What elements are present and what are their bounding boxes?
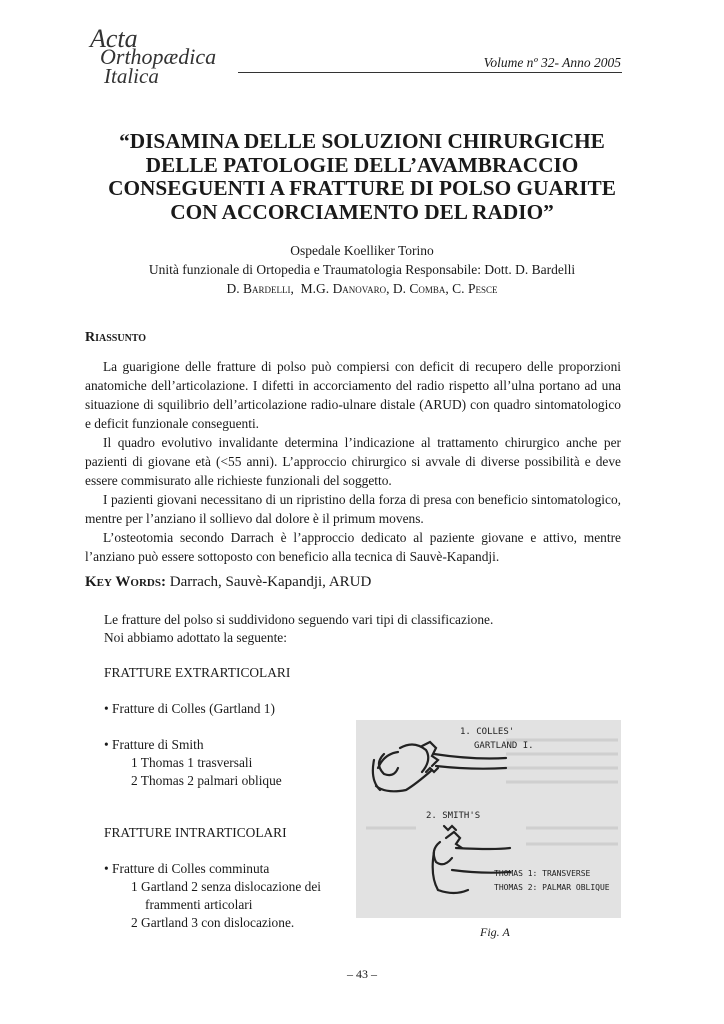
author-initial: D. [226, 281, 244, 296]
affiliation [70, 241, 654, 298]
abstract-body [85, 357, 621, 566]
list-item-colles-comminuted: • Fratture di Colles comminuta [104, 861, 270, 876]
author-initial: M.G. [300, 281, 333, 296]
abstract-paragraph: L’osteotomia secondo Darrach è l’approccio dedicato al paziente giovane e attivo, mentre l’anziano può essere sottoposto con beneficio alla tecnica di Sauvè-Kapandji. [85, 530, 621, 564]
header-rule [238, 72, 622, 73]
intra-articular-heading: FRATTURE INTRARTICOLARI [104, 825, 287, 840]
body-intro-line: Noi abbiamo adottato la seguente: [104, 630, 287, 645]
fracture-figure [356, 720, 621, 918]
author-list [70, 279, 654, 298]
figure-caption: Fig. A [480, 925, 510, 939]
list-item-smith: • Fratture di Smith [104, 737, 204, 752]
list-item-colles: • Fratture di Colles (Gartland 1) [104, 701, 275, 716]
logo-line-acta: Acta [90, 24, 138, 53]
figure-label: 1. COLLES' [460, 727, 515, 737]
author-name: Danovaro [332, 281, 387, 296]
author-sep: , [445, 281, 453, 296]
author-initial: D. [392, 281, 410, 296]
list-subitem: 2 Thomas 2 palmari oblique [131, 773, 282, 788]
figure-label: THOMAS 1: TRANSVERSE [494, 869, 591, 878]
list-subitem: 1 Thomas 1 trasversali [131, 755, 253, 770]
figure-label: THOMAS 2: PALMAR OBLIQUE [494, 883, 610, 892]
journal-logo [86, 24, 236, 88]
author-sep: , [386, 281, 393, 296]
author-name: Bardelli [243, 281, 291, 296]
title-line: CONSEGUENTI A FRATTURE DI POLSO GUARITE [108, 176, 616, 200]
keywords-label: Key Words: [85, 574, 166, 590]
extra-articular-heading: FRATTURE EXTRARTICOLARI [104, 665, 291, 680]
abstract-heading: Riassunto [85, 330, 147, 345]
body-intro-line: Le fratture del polso si suddividono seguendo vari tipi di classificazione. [104, 612, 494, 627]
list-subitem: 1 Gartland 2 senza dislocazione dei [131, 879, 321, 894]
affiliation-unit: Unità funzionale di Ortopedia e Traumatologia Responsabile: Dott. D. Bardelli [148, 262, 576, 277]
keywords-value: Darrach, Sauvè-Kapandji, ARUD [165, 574, 372, 590]
article-title [70, 130, 654, 224]
figure-label: 2. SMITH'S [426, 811, 481, 821]
title-line: CON ACCORCIAMENTO DEL RADIO” [170, 199, 554, 224]
volume-label: Volume nº 32- Anno 2005 [483, 55, 621, 70]
author-sep: , [290, 281, 301, 296]
author-name: Pesce [467, 281, 498, 296]
author-name: Comba [409, 281, 446, 296]
list-subitem: 2 Gartland 3 con dislocazione. [131, 915, 295, 930]
author-initial: C. [452, 281, 468, 296]
logo-line-orthopaedica: Orthopædica [100, 44, 217, 69]
abstract-paragraph: Il quadro evolutivo invalidante determina l’indicazione al trattamento chirurgico anche per pazienti di giovane età (<55 anni). L’approccio chirurgico si avvale di diverse possibilità e deve essere commisurato alle richieste funzionali del soggetto. [85, 435, 621, 488]
abstract-paragraph: I pazienti giovani necessitano di un ripristino della forza di presa con beneficio sintomatologico, mentre per l’anziano il sollievo dal dolore è il primum movens. [85, 492, 621, 526]
abstract-paragraph: La guarigione delle fratture di polso può compiersi con deficit di recupero delle proporzioni anatomiche dell’articolazione. I difetti in accorciamento del radio rispetto all’ulna portano ad una situazione di squilibrio dell’articolazione radio-ulnare distale (ARUD) con quadro sintomatologico e deficit funzionale conseguenti. [85, 359, 621, 431]
keywords [85, 574, 371, 591]
logo-line-italica: Italica [104, 64, 159, 88]
page-number: – 43 – [347, 967, 377, 981]
figure-label: GARTLAND I. [474, 741, 534, 751]
fracture-illustration [356, 720, 621, 918]
title-line: “DISAMINA DELLE SOLUZIONI CHIRURGICHE [119, 129, 605, 153]
list-subitem: frammenti articolari [145, 897, 253, 912]
title-line: DELLE PATOLOGIE DELL’AVAMBRACCIO [145, 152, 579, 177]
affiliation-hospital: Ospedale Koelliker Torino [290, 243, 434, 258]
